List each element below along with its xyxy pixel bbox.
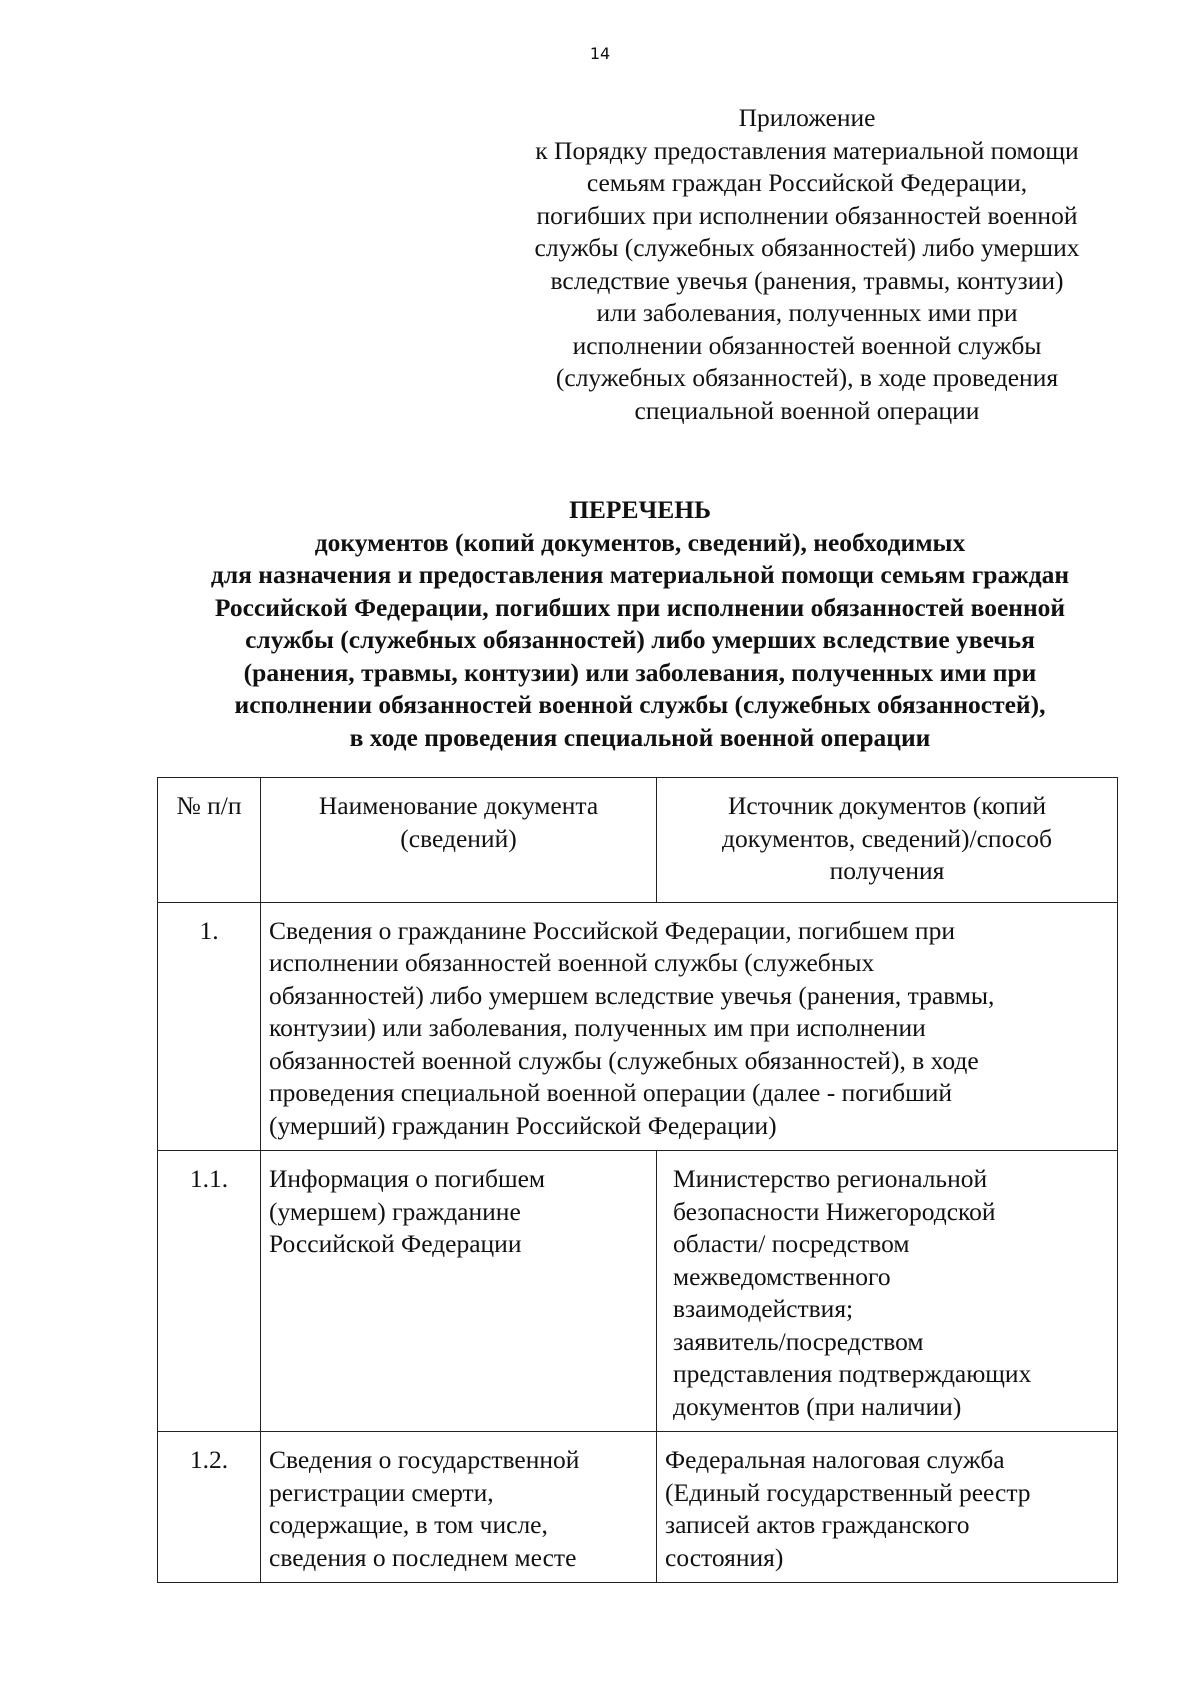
section-description: Сведения о гражданине Российской Федерации, погибшем при исполнении обязанностей военной службы (служебных обязанностей) либо умершем вследствие увечья (ранения, травмы, контузии) или заболевания, полученных им при исполнении обязанностей военной службы (служебных обязанностей), в ходе проведения специальной военной операции (далее - погибший (умерший) гражданин Российской Федерации)	[261, 902, 1118, 1151]
document-name-cell: Информация о погибшем (умершем) гражданине Российской Федерации	[261, 1151, 657, 1432]
appendix-line: Приложение	[738, 103, 876, 132]
title-line: Российской Федерации, погибших при исполнении обязанностей военной	[214, 592, 1066, 622]
document-title	[140, 494, 1140, 754]
title-line: для назначения и предоставления материальной помощи семьям граждан	[210, 560, 1070, 589]
table-row	[158, 1432, 1118, 1583]
header-number: № п/п	[158, 778, 261, 903]
appendix-line: к Порядку предоставления материальной помощи	[535, 135, 1079, 165]
appendix-line: (служебных обязанностей), в ходе проведения	[555, 363, 1059, 392]
title-line: службы (служебных обязанностей) либо умерших вследствие увечья	[245, 625, 1035, 654]
header-source: Источник документов (копий документов, сведений)/способ получения	[657, 778, 1118, 903]
title-line: документов (копий документов, сведений), необходимых	[314, 527, 966, 557]
title-line: ПЕРЕЧЕНЬ	[569, 495, 711, 524]
title-line: исполнении обязанностей военной службы (служебных обязанностей),	[234, 690, 1046, 719]
appendix-line: погибших при исполнении обязанностей военной	[536, 200, 1078, 230]
title-line: в ходе проведения специальной военной операции	[349, 722, 931, 752]
document-name-cell: Сведения о государственной регистрации смерти, содержащие, в том числе, сведения о последнем месте	[261, 1432, 657, 1583]
appendix-line: специальной военной операции	[634, 395, 980, 425]
row-number: 1.2.	[158, 1432, 261, 1583]
row-number: 1.1.	[158, 1151, 261, 1432]
page-number: 14	[589, 44, 611, 63]
appendix-line: или заболевания, полученных ими при	[596, 298, 1018, 327]
table-row	[158, 1151, 1118, 1432]
appendix-line: службы (служебных обязанностей) либо умерших	[534, 233, 1080, 262]
header-document-name: Наименование документа (сведений)	[261, 778, 657, 903]
appendix-line: исполнении обязанностей военной службы	[572, 330, 1042, 360]
table-header-row	[158, 778, 1118, 903]
row-number: 1.	[158, 902, 261, 1151]
appendix-line: семьям граждан Российской Федерации,	[586, 168, 1028, 197]
appendix-line: вследствие увечья (ранения, травмы, контузии)	[550, 265, 1064, 295]
appendix-note	[486, 102, 1128, 427]
title-line: (ранения, травмы, контузии) или заболевания, полученных ими при	[243, 657, 1037, 687]
table-row	[158, 902, 1118, 1151]
document-source-cell: Министерство региональной безопасности Нижегородской области/ посредством межведомственного взаимодействия; заявитель/посредством представления подтверждающих документов (при наличии)	[657, 1151, 1118, 1432]
documents-table	[157, 777, 1118, 1583]
document-source-cell: Федеральная налоговая служба (Единый государственный реестр записей актов гражданского состояния)	[657, 1432, 1118, 1583]
